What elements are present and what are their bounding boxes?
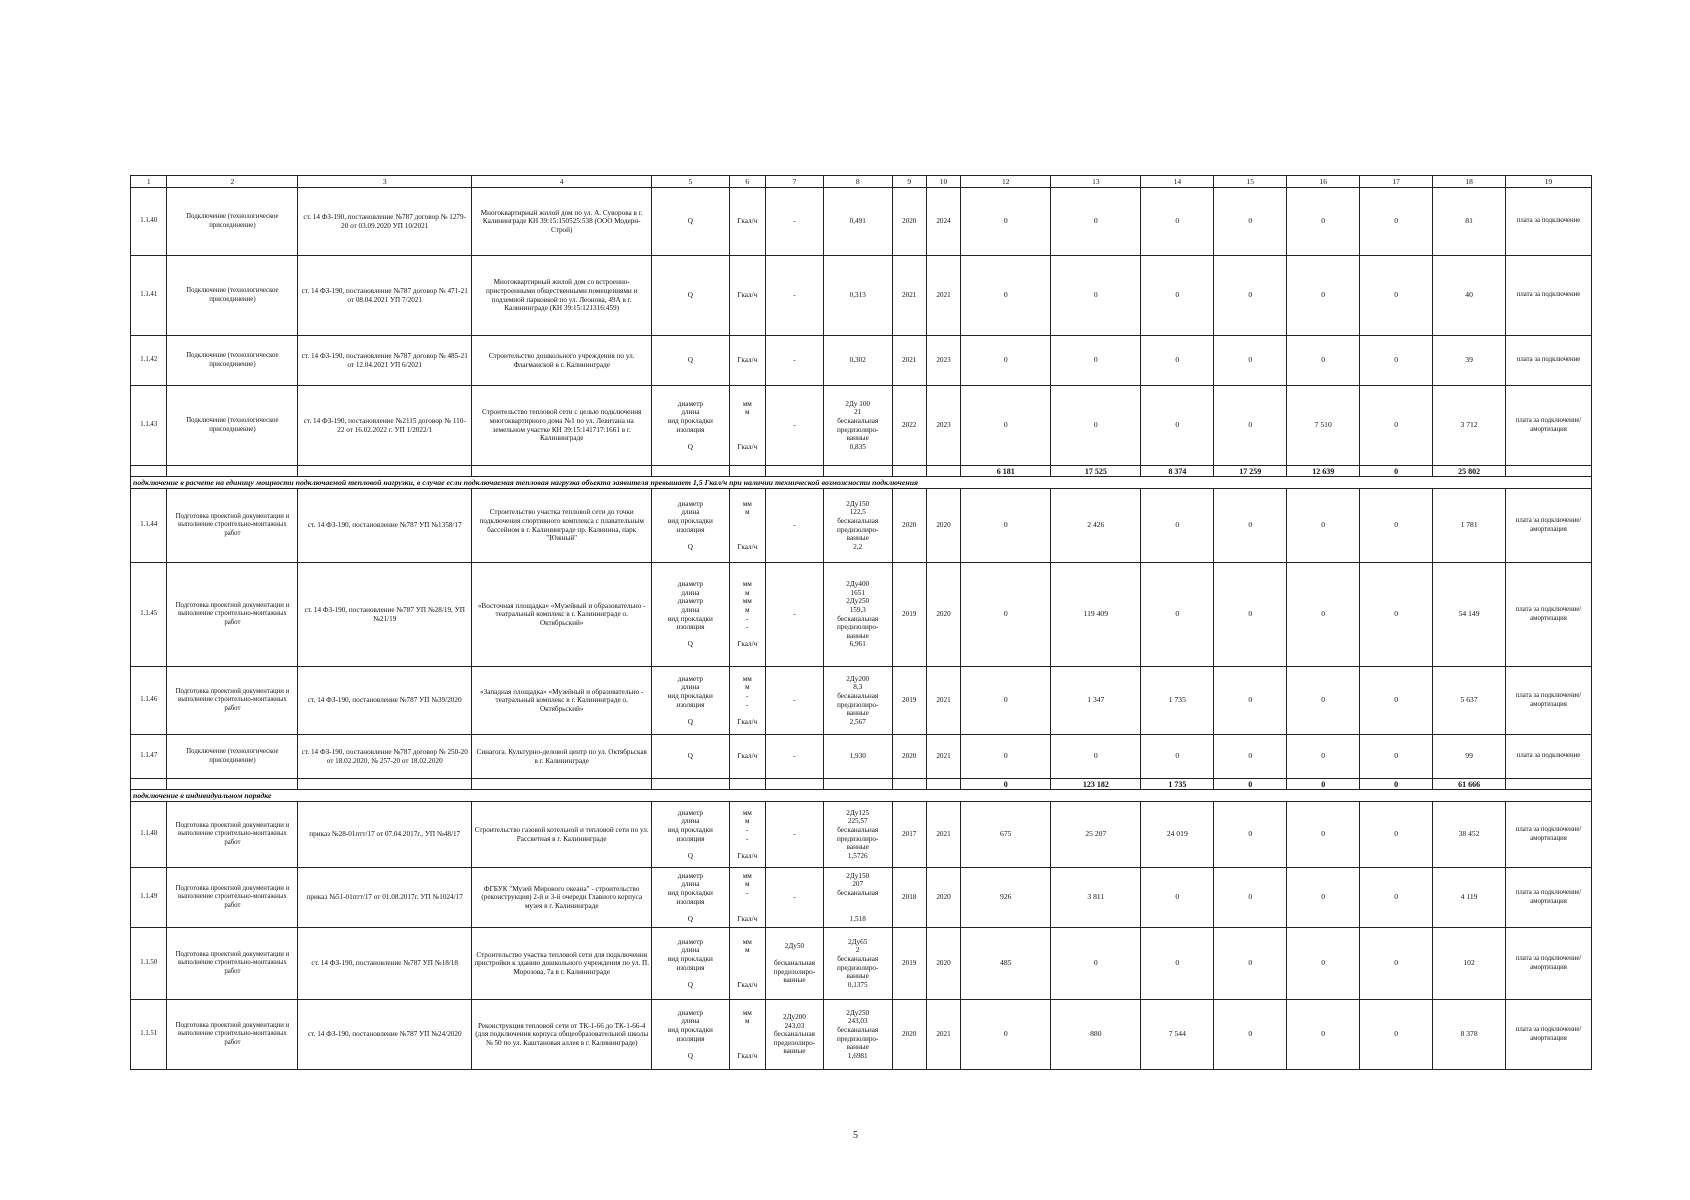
cell-p5: диаметр длина вид прокладки изоляция Q <box>652 1000 729 1070</box>
section-row <box>131 790 1592 802</box>
cell-v18: 3 712 <box>1433 386 1506 466</box>
empty-cell <box>131 466 167 477</box>
cell-v18: 5 637 <box>1433 667 1506 735</box>
cell-p5: диаметр длина диаметр длина вид прокладки изоляция Q <box>652 563 729 667</box>
cell-v15: 0 <box>1214 868 1287 928</box>
cell-obj: «Западная площадка» «Музейный и образовательно - театральный комплекс в г. Калининграде о. Октябрьский» <box>472 667 652 735</box>
col-header: 17 <box>1360 176 1433 188</box>
cell-p5: диаметр длина вид прокладки изоляция Q <box>652 868 729 928</box>
cell-v18: 40 <box>1433 256 1506 336</box>
total-v16: 0 <box>1287 779 1360 790</box>
cell-basis: приказ №28-01птт/17 от 07.04.2017г., УП №48/17 <box>298 802 472 868</box>
cell-v17: 0 <box>1360 336 1433 386</box>
cell-y1: 2020 <box>892 1000 926 1070</box>
cell-obj: «Восточная площадка» «Музейный и образовательно - театральный комплекс в г. Калининграде о. Октябрьский» <box>472 563 652 667</box>
cell-v17: 0 <box>1360 1000 1433 1070</box>
cell-y1: 2022 <box>892 386 926 466</box>
cell-v17: 0 <box>1360 256 1433 336</box>
cell-v16: 0 <box>1287 802 1360 868</box>
table-row <box>131 1000 1592 1070</box>
cell-v14: 0 <box>1141 928 1214 1000</box>
cell-p7: - <box>765 563 823 667</box>
col-header: 13 <box>1051 176 1141 188</box>
cell-v18: 1 781 <box>1433 489 1506 563</box>
cell-obj: Синагога. Культурно-деловой центр по ул. Октябрьская в г. Калининграде <box>472 735 652 779</box>
empty-cell <box>926 466 960 477</box>
cell-v15: 0 <box>1214 563 1287 667</box>
cell-v12: 926 <box>961 868 1051 928</box>
cell-basis: ст. 14 ФЗ-190, постановление №787 УП №39/2020 <box>298 667 472 735</box>
section-title: подключение в расчете на единицу мощности подключаемой тепловой нагрузки, в случае если подключаемая тепловая нагрузка объекта заявителя превышает 1,5 Гкал/ч при наличии технической возможности подключения <box>131 477 1592 489</box>
col-header: 5 <box>652 176 729 188</box>
cell-v14: 0 <box>1141 563 1214 667</box>
cell-v16: 0 <box>1287 667 1360 735</box>
cell-v15: 0 <box>1214 802 1287 868</box>
cell-src: плата за подключение <box>1506 256 1592 336</box>
empty-cell <box>926 779 960 790</box>
total-v13: 123 182 <box>1051 779 1141 790</box>
total-v15: 0 <box>1214 779 1287 790</box>
cell-p8: 2Ду250 243,03 бесканальная предизолиро- ванные 1,6981 <box>823 1000 892 1070</box>
cell-obj: Реконструкция тепловой сети от ТК-1-66 до ТК-1-66-4 (для подключения корпуса общеобразовательной школы № 50 по ул. Каштановая аллея в г. Калининграде) <box>472 1000 652 1070</box>
cell-src: плата за подключение <box>1506 188 1592 256</box>
cell-p5: диаметр длина вид прокладки изоляция Q <box>652 386 729 466</box>
cell-p7: - <box>765 802 823 868</box>
cell-v16: 0 <box>1287 868 1360 928</box>
cell-p8: 2Ду 100 21 бесканальная предизолиро- ванные 0,835 <box>823 386 892 466</box>
cell-p6: мм м Гкал/ч <box>729 1000 765 1070</box>
empty-cell <box>472 466 652 477</box>
cell-v15: 0 <box>1214 256 1287 336</box>
table-row <box>131 386 1592 466</box>
table-row <box>131 563 1592 667</box>
cell-src: плата за подключение <box>1506 336 1592 386</box>
cell-p6: Гкал/ч <box>729 735 765 779</box>
cell-p5: диаметр длина вид прокладки изоляция Q <box>652 928 729 1000</box>
cell-y2: 2021 <box>926 802 960 868</box>
cell-basis: ст. 14 ФЗ-190, постановление №787 договор № 485-21 от 12.04.2021 УП 6/2021 <box>298 336 472 386</box>
cell-p6: Гкал/ч <box>729 188 765 256</box>
cell-y2: 2020 <box>926 489 960 563</box>
cell-n: 1.1.45 <box>131 563 167 667</box>
total-v17: 0 <box>1360 779 1433 790</box>
cell-v12: 485 <box>961 928 1051 1000</box>
cell-y2: 2020 <box>926 928 960 1000</box>
cell-v15: 0 <box>1214 188 1287 256</box>
cell-v16: 0 <box>1287 563 1360 667</box>
cell-v14: 7 544 <box>1141 1000 1214 1070</box>
cell-v12: 0 <box>961 256 1051 336</box>
cell-p8: 2Ду150 207 бесканальная 1,518 <box>823 868 892 928</box>
col-header: 19 <box>1506 176 1592 188</box>
cell-v12: 0 <box>961 489 1051 563</box>
cell-y1: 2021 <box>892 256 926 336</box>
cell-type: Подготовка проектной документации и выполнение строительно-монтажных работ <box>167 868 298 928</box>
cell-basis: ст. 14 ФЗ-190, постановление №787 УП №1358/17 <box>298 489 472 563</box>
cell-type: Подготовка проектной документации и выполнение строительно-монтажных работ <box>167 563 298 667</box>
cell-p6: мм м Гкал/ч <box>729 928 765 1000</box>
cell-basis: ст. 14 ФЗ-190, постановление №787 договор № 250-20 от 18.02.2020, № 257-20 от 18.02.2020 <box>298 735 472 779</box>
cell-v13: 0 <box>1051 188 1141 256</box>
empty-cell <box>729 779 765 790</box>
cell-v14: 24 019 <box>1141 802 1214 868</box>
cell-v12: 0 <box>961 188 1051 256</box>
empty-cell <box>298 466 472 477</box>
cell-type: Подготовка проектной документации и выполнение строительно-монтажных работ <box>167 667 298 735</box>
cell-n: 1.1.46 <box>131 667 167 735</box>
cell-p6: мм м мм м - - Гкал/ч <box>729 563 765 667</box>
investment-program-table <box>130 175 1592 1070</box>
cell-p6: Гкал/ч <box>729 336 765 386</box>
cell-n: 1.1.41 <box>131 256 167 336</box>
cell-type: Подключение (технологическое присоединение) <box>167 256 298 336</box>
cell-n: 1.1.47 <box>131 735 167 779</box>
cell-v14: 0 <box>1141 336 1214 386</box>
cell-y1: 2020 <box>892 735 926 779</box>
empty-cell <box>892 466 926 477</box>
cell-basis: ст. 14 ФЗ-190, постановление №787 УП №18/18 <box>298 928 472 1000</box>
section-title: подключение в индивидуальном порядке <box>131 790 1592 802</box>
cell-type: Подготовка проектной документации и выполнение строительно-монтажных работ <box>167 489 298 563</box>
total-v16: 12 639 <box>1287 466 1360 477</box>
table-row <box>131 802 1592 868</box>
cell-src: плата за подключение/ амортизация <box>1506 928 1592 1000</box>
cell-v12: 0 <box>961 667 1051 735</box>
cell-n: 1.1.40 <box>131 188 167 256</box>
cell-v14: 1 735 <box>1141 667 1214 735</box>
cell-p8: 0,302 <box>823 336 892 386</box>
cell-n: 1.1.43 <box>131 386 167 466</box>
cell-v16: 0 <box>1287 928 1360 1000</box>
cell-n: 1.1.48 <box>131 802 167 868</box>
cell-v18: 38 452 <box>1433 802 1506 868</box>
cell-v16: 7 510 <box>1287 386 1360 466</box>
cell-basis: ст. 14 ФЗ-190, постановление №787 УП №28/19, УП №21/19 <box>298 563 472 667</box>
table-row <box>131 868 1592 928</box>
table-row <box>131 928 1592 1000</box>
col-header: 14 <box>1141 176 1214 188</box>
table-body <box>131 176 1592 1070</box>
cell-v12: 675 <box>961 802 1051 868</box>
cell-p8: 2Ду200 8,3 бесканальная предизолиро- ванные 2,567 <box>823 667 892 735</box>
cell-p5: диаметр длина вид прокладки изоляция Q <box>652 667 729 735</box>
cell-type: Подготовка проектной документации и выполнение строительно-монтажных работ <box>167 928 298 1000</box>
empty-cell <box>167 779 298 790</box>
empty-cell <box>892 779 926 790</box>
section-row <box>131 477 1592 489</box>
cell-n: 1.1.49 <box>131 868 167 928</box>
col-header: 1 <box>131 176 167 188</box>
cell-v12: 0 <box>961 735 1051 779</box>
cell-p7: - <box>765 386 823 466</box>
col-header: 12 <box>961 176 1051 188</box>
col-header: 8 <box>823 176 892 188</box>
cell-v15: 0 <box>1214 1000 1287 1070</box>
cell-v18: 102 <box>1433 928 1506 1000</box>
cell-v17: 0 <box>1360 563 1433 667</box>
cell-basis: приказ №51-01птт/17 от 01.08.2017г. УП №1024/17 <box>298 868 472 928</box>
table-row <box>131 735 1592 779</box>
col-header: 9 <box>892 176 926 188</box>
cell-y1: 2019 <box>892 667 926 735</box>
cell-n: 1.1.50 <box>131 928 167 1000</box>
cell-v18: 8 378 <box>1433 1000 1506 1070</box>
cell-v12: 0 <box>961 1000 1051 1070</box>
table-row <box>131 489 1592 563</box>
total-v12: 0 <box>961 779 1051 790</box>
empty-cell <box>298 779 472 790</box>
cell-p8: 2Ду125 225,57 бесканальная предизолиро- ванные 1,5726 <box>823 802 892 868</box>
total-v14: 8 374 <box>1141 466 1214 477</box>
cell-v14: 0 <box>1141 386 1214 466</box>
total-v17: 0 <box>1360 466 1433 477</box>
total-v14: 1 735 <box>1141 779 1214 790</box>
cell-p8: 0,491 <box>823 188 892 256</box>
cell-v17: 0 <box>1360 735 1433 779</box>
empty-cell <box>472 779 652 790</box>
cell-y1: 2018 <box>892 868 926 928</box>
cell-v18: 4 119 <box>1433 868 1506 928</box>
cell-y1: 2017 <box>892 802 926 868</box>
total-v18: 25 802 <box>1433 466 1506 477</box>
cell-src: плата за подключение/ амортизация <box>1506 563 1592 667</box>
cell-p8: 2Ду400 1651 2Ду250 159,3 бесканальная предизолиро- ванные 6,961 <box>823 563 892 667</box>
cell-v13: 0 <box>1051 386 1141 466</box>
cell-p7: - <box>765 735 823 779</box>
cell-src: плата за подключение/ амортизация <box>1506 489 1592 563</box>
cell-n: 1.1.51 <box>131 1000 167 1070</box>
cell-v14: 0 <box>1141 735 1214 779</box>
cell-type: Подключение (технологическое присоединение) <box>167 336 298 386</box>
page-number: 5 <box>853 1130 858 1141</box>
cell-v13: 25 207 <box>1051 802 1141 868</box>
col-header: 6 <box>729 176 765 188</box>
cell-basis: ст. 14 ФЗ-190, постановление №2115 договор № 110-22 от 16.02.2022 г. УП 1/2022/1 <box>298 386 472 466</box>
cell-p8: 1,930 <box>823 735 892 779</box>
cell-v12: 0 <box>961 386 1051 466</box>
total-row <box>131 779 1592 790</box>
cell-v17: 0 <box>1360 802 1433 868</box>
total-v18: 61 666 <box>1433 779 1506 790</box>
cell-v13: 3 811 <box>1051 868 1141 928</box>
col-header: 16 <box>1287 176 1360 188</box>
cell-v13: 0 <box>1051 336 1141 386</box>
cell-v14: 0 <box>1141 188 1214 256</box>
cell-p8: 2Ду150 122,5 бесканальная предизолиро- ванные 2,2 <box>823 489 892 563</box>
cell-obj: Строительство тепловой сети с целью подключения многоквартирного дома №1 по ул. Левитана на земельном участке КН 39:15:141717:1661 в г. Калининграде <box>472 386 652 466</box>
empty-cell <box>729 466 765 477</box>
cell-p6: мм м - - Гкал/ч <box>729 802 765 868</box>
cell-p8: 0,313 <box>823 256 892 336</box>
empty-cell <box>823 466 892 477</box>
cell-basis: ст. 14 ФЗ-190, постановление №787 договор № 471-21 от 08.04.2021 УП 7/2021 <box>298 256 472 336</box>
total-v12: 6 181 <box>961 466 1051 477</box>
cell-obj: Строительство участка тепловой сети для подключения пристройки к зданию дошкольного учреждения по ул. П. Морозова, 7а в г. Калининграде <box>472 928 652 1000</box>
empty-cell <box>652 779 729 790</box>
cell-y2: 2021 <box>926 1000 960 1070</box>
cell-obj: Строительство газовой котельной и тепловой сети по ул. Рассветная в г. Калининграде <box>472 802 652 868</box>
cell-basis: ст. 14 ФЗ-190, постановление №787 договор № 1279-20 от 03.09.2020 УП 10/2021 <box>298 188 472 256</box>
cell-p7: 2Ду200 243,03 бесканальная предизолиро- ванные <box>765 1000 823 1070</box>
cell-p7: 2Ду50 бесканальная предизолиро- ванные <box>765 928 823 1000</box>
col-header: 7 <box>765 176 823 188</box>
cell-v16: 0 <box>1287 735 1360 779</box>
col-header: 4 <box>472 176 652 188</box>
cell-type: Подключение (технологическое присоединение) <box>167 735 298 779</box>
cell-v17: 0 <box>1360 188 1433 256</box>
cell-p6: мм м - Гкал/ч <box>729 868 765 928</box>
table-row <box>131 188 1592 256</box>
cell-type: Подготовка проектной документации и выполнение строительно-монтажных работ <box>167 802 298 868</box>
cell-obj: Многоквартирный жилой дом по ул. А. Суворова в г. Калининграде КН 39:15:150525:538 (ООО Модерн-Строй) <box>472 188 652 256</box>
empty-cell <box>765 779 823 790</box>
cell-p5: Q <box>652 256 729 336</box>
cell-v13: 0 <box>1051 256 1141 336</box>
cell-v14: 0 <box>1141 256 1214 336</box>
cell-v17: 0 <box>1360 386 1433 466</box>
cell-v13: 880 <box>1051 1000 1141 1070</box>
empty-cell <box>1506 466 1592 477</box>
cell-y2: 2023 <box>926 386 960 466</box>
cell-v14: 0 <box>1141 489 1214 563</box>
cell-p5: Q <box>652 735 729 779</box>
table-row <box>131 336 1592 386</box>
cell-y2: 2023 <box>926 336 960 386</box>
total-v13: 17 525 <box>1051 466 1141 477</box>
cell-y1: 2021 <box>892 336 926 386</box>
empty-cell <box>823 779 892 790</box>
cell-p7: - <box>765 336 823 386</box>
cell-v15: 0 <box>1214 489 1287 563</box>
cell-v18: 99 <box>1433 735 1506 779</box>
cell-v16: 0 <box>1287 256 1360 336</box>
cell-type: Подключение (технологическое присоединение) <box>167 188 298 256</box>
cell-v17: 0 <box>1360 489 1433 563</box>
cell-v15: 0 <box>1214 667 1287 735</box>
cell-p8: 2Ду65 2 бесканальная предизолиро- ванные 0,1375 <box>823 928 892 1000</box>
cell-v16: 0 <box>1287 489 1360 563</box>
total-row <box>131 466 1592 477</box>
cell-p6: мм м Гкал/ч <box>729 386 765 466</box>
cell-v13: 1 347 <box>1051 667 1141 735</box>
cell-v18: 54 149 <box>1433 563 1506 667</box>
col-header: 3 <box>298 176 472 188</box>
cell-v12: 0 <box>961 336 1051 386</box>
cell-p7: - <box>765 489 823 563</box>
cell-n: 1.1.42 <box>131 336 167 386</box>
total-v15: 17 259 <box>1214 466 1287 477</box>
cell-src: плата за подключение/ амортизация <box>1506 1000 1592 1070</box>
cell-src: плата за подключение/ амортизация <box>1506 667 1592 735</box>
cell-v18: 39 <box>1433 336 1506 386</box>
cell-src: плата за подключение/ амортизация <box>1506 868 1592 928</box>
cell-obj: Многоквартирный жилой дом со встроенно-пристроенными общественными помещениями и подземной парковкой по ул. Леонова, 49А в г. Калининграде (КН 39:15:121316:459) <box>472 256 652 336</box>
cell-y2: 2020 <box>926 868 960 928</box>
cell-type: Подготовка проектной документации и выполнение строительно-монтажных работ <box>167 1000 298 1070</box>
cell-p7: - <box>765 188 823 256</box>
cell-obj: Строительство участка тепловой сети до точки подключения спортивного комплекса с плавательным бассейном в г. Калининграде пр. Калинина, парк "Южный" <box>472 489 652 563</box>
cell-p7: - <box>765 868 823 928</box>
cell-v16: 0 <box>1287 188 1360 256</box>
cell-v17: 0 <box>1360 928 1433 1000</box>
col-header: 15 <box>1214 176 1287 188</box>
cell-p5: Q <box>652 336 729 386</box>
cell-p7: - <box>765 256 823 336</box>
empty-cell <box>131 779 167 790</box>
cell-p5: диаметр длина вид прокладки изоляция Q <box>652 802 729 868</box>
cell-v15: 0 <box>1214 386 1287 466</box>
cell-v16: 0 <box>1287 336 1360 386</box>
cell-y2: 2024 <box>926 188 960 256</box>
cell-y2: 2020 <box>926 563 960 667</box>
cell-v15: 0 <box>1214 336 1287 386</box>
col-header: 10 <box>926 176 960 188</box>
cell-y2: 2021 <box>926 667 960 735</box>
cell-src: плата за подключение <box>1506 735 1592 779</box>
cell-v16: 0 <box>1287 1000 1360 1070</box>
cell-v17: 0 <box>1360 667 1433 735</box>
cell-y2: 2021 <box>926 256 960 336</box>
cell-obj: Строительство дошкольного учреждения по ул. Флагманской в г. Калининграде <box>472 336 652 386</box>
empty-cell <box>652 466 729 477</box>
cell-v15: 0 <box>1214 928 1287 1000</box>
cell-v15: 0 <box>1214 735 1287 779</box>
cell-p6: мм м Гкал/ч <box>729 489 765 563</box>
cell-n: 1.1.44 <box>131 489 167 563</box>
cell-y1: 2020 <box>892 188 926 256</box>
empty-cell <box>167 466 298 477</box>
cell-v13: 0 <box>1051 735 1141 779</box>
cell-v17: 0 <box>1360 868 1433 928</box>
table-row <box>131 667 1592 735</box>
col-header: 18 <box>1433 176 1506 188</box>
cell-p5: диаметр длина вид прокладки изоляция Q <box>652 489 729 563</box>
cell-v14: 0 <box>1141 868 1214 928</box>
cell-y1: 2019 <box>892 563 926 667</box>
cell-p6: Гкал/ч <box>729 256 765 336</box>
cell-v13: 2 426 <box>1051 489 1141 563</box>
cell-p5: Q <box>652 188 729 256</box>
cell-basis: ст. 14 ФЗ-190, постановление №787 УП №24/2020 <box>298 1000 472 1070</box>
cell-src: плата за подключение/ амортизация <box>1506 386 1592 466</box>
cell-v13: 0 <box>1051 928 1141 1000</box>
column-number-row <box>131 176 1592 188</box>
cell-p7: - <box>765 667 823 735</box>
cell-type: Подключение (технологическое присоединение) <box>167 386 298 466</box>
cell-y1: 2019 <box>892 928 926 1000</box>
cell-obj: ФГБУК "Музей Мирового океана" - строительство (реконструкция) 2-й и 3-й очереди Главного корпуса музея в г. Калининграде <box>472 868 652 928</box>
col-header: 2 <box>167 176 298 188</box>
cell-v12: 0 <box>961 563 1051 667</box>
cell-y1: 2020 <box>892 489 926 563</box>
empty-cell <box>1506 779 1592 790</box>
cell-y2: 2021 <box>926 735 960 779</box>
cell-v13: 119 409 <box>1051 563 1141 667</box>
cell-p6: мм м - - Гкал/ч <box>729 667 765 735</box>
empty-cell <box>765 466 823 477</box>
cell-src: плата за подключение/ амортизация <box>1506 802 1592 868</box>
table-row <box>131 256 1592 336</box>
cell-v18: 81 <box>1433 188 1506 256</box>
